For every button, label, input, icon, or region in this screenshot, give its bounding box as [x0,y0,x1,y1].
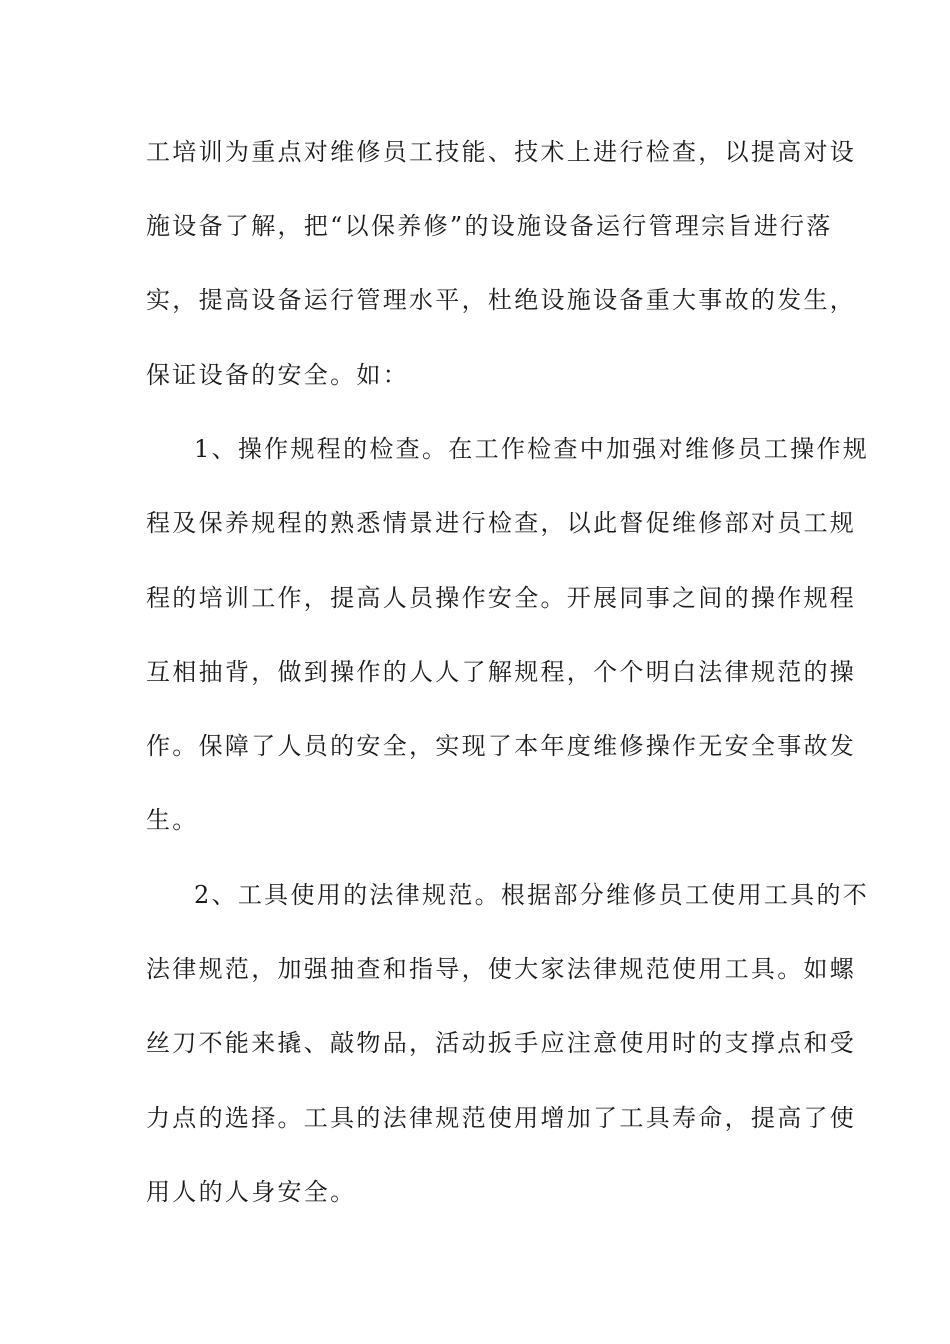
paragraph-line: 力点的选择。工具的法律规范使用增加了工具寿命，提高了使 [146,1104,857,1132]
paragraph-line: 施设备了解，把“以保养修”的设施设备运行管理宗旨进行落 [146,212,833,240]
paragraph-line: 生。 [146,806,199,834]
paragraph-line: 法律规范，加强抽查和指导，使大家法律规范使用工具。如螺 [146,955,857,983]
paragraph-line: 丝刀不能来撬、敲物品，活动扳手应注意使用时的支撑点和受 [146,1029,857,1057]
paragraph-line: 实，提高设备运行管理水平，杜绝设施设备重大事故的发生， [146,286,857,314]
paragraph-line: 互相抽背，做到操作的人人了解规程，个个明白法律规范的操 [146,658,857,686]
paragraph-line: 程的培训工作，提高人员操作安全。开展同事之间的操作规程 [146,584,857,612]
list-item-2-line: 2、工具使用的法律规范。根据部分维修员工使用工具的不 [194,881,870,909]
paragraph-line: 程及保养规程的熟悉情景进行检查，以此督促维修部对员工规 [146,509,857,537]
paragraph-line: 保证设备的安全。如： [146,361,409,389]
list-item-1-line: 1、操作规程的检查。在工作检查中加强对维修员工操作规 [194,435,870,463]
paragraph-line: 工培训为重点对维修员工技能、技术上进行检查，以提高对设 [146,138,857,166]
paragraph-line: 作。保障了人员的安全，实现了本年度维修操作无安全事故发 [146,732,857,760]
paragraph-line: 用人的人身安全。 [146,1178,357,1206]
